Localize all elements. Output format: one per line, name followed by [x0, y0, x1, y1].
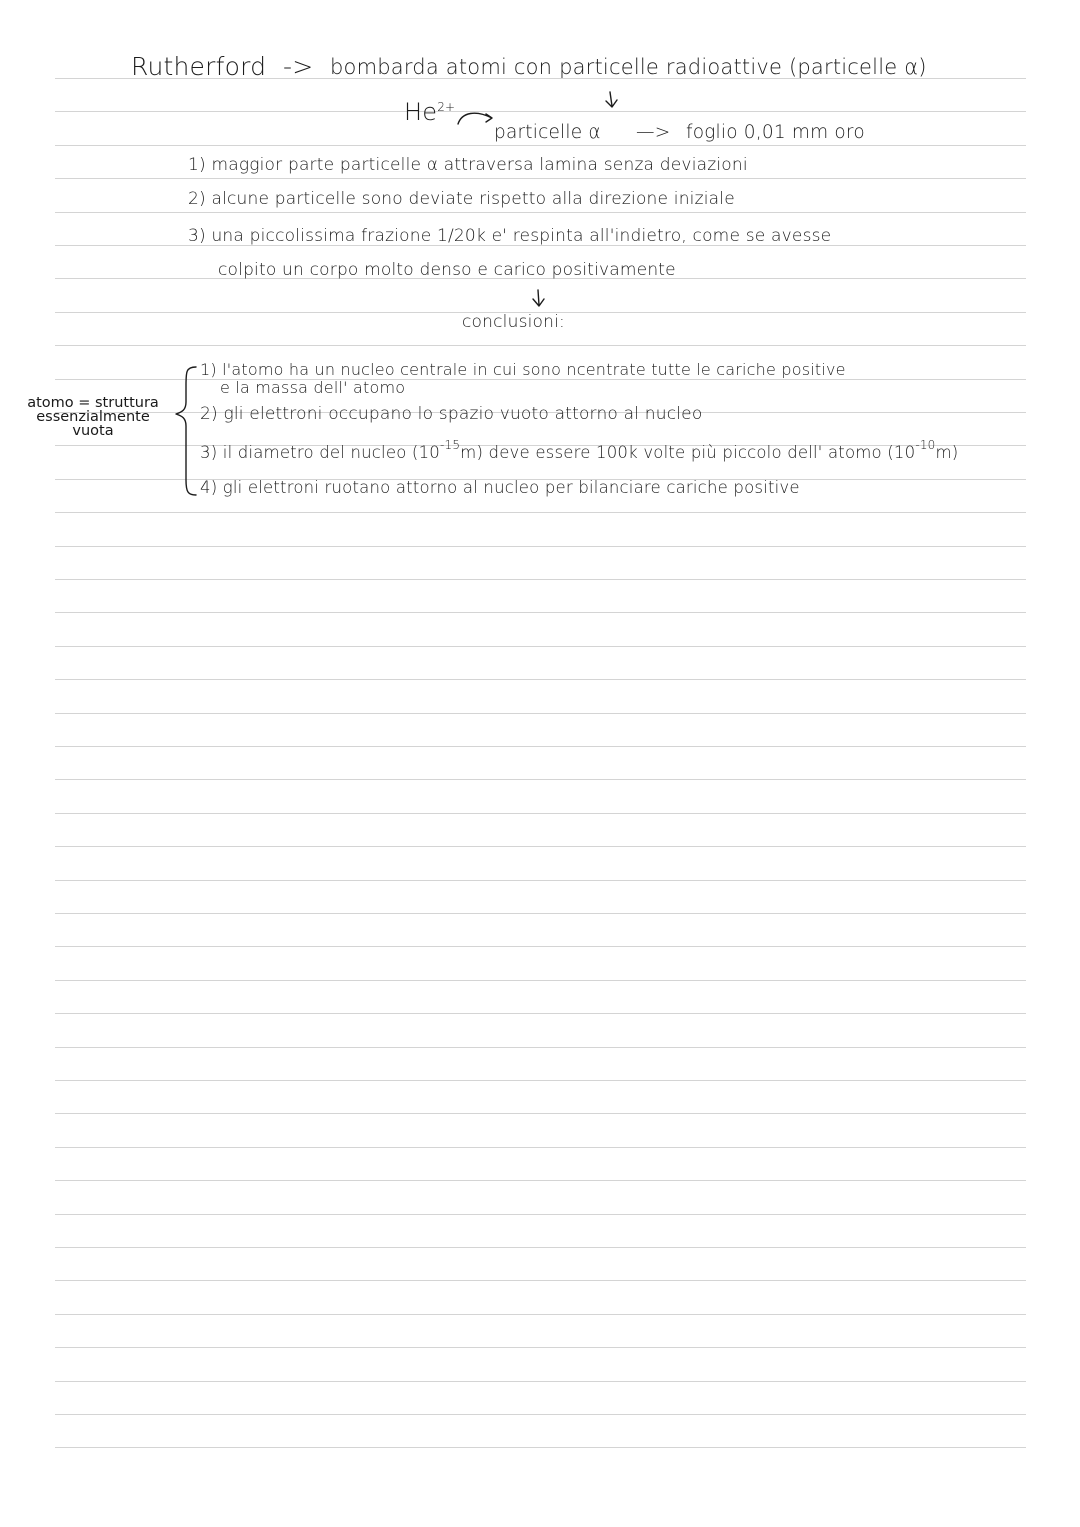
conclusion-3-start: 3) il diametro del nucleo (10 [200, 443, 440, 462]
conclusion-1: 1) l'atomo ha un nucleo centrale in cui sono ncentrate tutte le cariche positive [200, 360, 846, 379]
ruled-line [55, 212, 1026, 213]
ruled-line [55, 145, 1026, 146]
side-note-line-3: vuota [72, 423, 114, 439]
atom-exponent: -10 [915, 438, 936, 452]
ruled-line [55, 1347, 1026, 1348]
ruled-line [55, 779, 1026, 780]
conclusion-4: 4) gli elettroni ruotano attorno al nucleo per bilanciare cariche positive [200, 478, 800, 497]
ruled-line [55, 846, 1026, 847]
ruled-line [55, 679, 1026, 680]
ruled-line [55, 1214, 1026, 1215]
observation-3: 3) una piccolissima frazione 1/20k e' respinta all'indietro, come se avesse [188, 226, 832, 246]
ruled-line [55, 379, 1026, 380]
ruled-line [55, 813, 1026, 814]
nucleus-exponent: -15 [439, 438, 461, 452]
ruled-line [55, 1381, 1026, 1382]
ruled-line [55, 345, 1026, 346]
side-note-line-1: atomo = struttura [27, 395, 159, 411]
ruled-line [55, 746, 1026, 747]
helium-symbol: He [404, 98, 438, 126]
observation-3-cont: colpito un corpo molto denso e carico positivamente [218, 260, 676, 280]
ruled-line [55, 579, 1026, 580]
helium-charge: 2+ [437, 100, 456, 114]
foil-description: foglio 0,01 mm oro [686, 122, 865, 143]
ruled-line [55, 1147, 1026, 1148]
ruled-line [55, 1013, 1026, 1014]
ruled-line [55, 1447, 1026, 1448]
conclusion-1-cont: e la massa dell' atomo [220, 378, 406, 397]
conclusion-3 [200, 438, 959, 462]
ruled-line [55, 1314, 1026, 1315]
ruled-line [55, 512, 1026, 513]
conclusion-2: 2) gli elettroni occupano lo spazio vuoto attorno al nucleo [200, 404, 703, 424]
ruled-line [55, 1113, 1026, 1114]
ruled-line [55, 1047, 1026, 1048]
title-rutherford: Rutherford [131, 52, 267, 81]
ruled-line [55, 913, 1026, 914]
conclusions-heading: conclusioni: [462, 312, 565, 332]
ruled-line [55, 546, 1026, 547]
ruled-line [55, 1414, 1026, 1415]
ruled-line [55, 1280, 1026, 1281]
ruled-line [55, 880, 1026, 881]
title-text: bombarda atomi con particelle radioattive (particelle α) [330, 55, 927, 79]
observation-1: 1) maggior parte particelle α attraversa lamina senza deviazioni [188, 155, 748, 175]
ruled-line [55, 1180, 1026, 1181]
title-arrow: -> [283, 52, 314, 81]
ruled-line [55, 111, 1026, 112]
ruled-line [55, 946, 1026, 947]
observation-2: 2) alcune particelle sono deviate rispetto alla direzione iniziale [188, 189, 735, 209]
alpha-label: particelle α [494, 122, 601, 143]
ruled-line [55, 646, 1026, 647]
ruled-line [55, 713, 1026, 714]
helium-ion [404, 98, 455, 126]
ruled-line [55, 612, 1026, 613]
ruled-line [55, 1247, 1026, 1248]
ruled-line [55, 1080, 1026, 1081]
alpha-arrow: —> [636, 122, 671, 143]
side-note [8, 396, 178, 438]
conclusion-3-middle: m) deve essere 100k volte più piccolo dell' atomo (10 [460, 443, 916, 462]
ruled-line [55, 178, 1026, 179]
ruled-line [55, 980, 1026, 981]
side-note-line-2: essenzialmente [36, 409, 150, 425]
conclusion-3-end: m) [935, 443, 959, 462]
